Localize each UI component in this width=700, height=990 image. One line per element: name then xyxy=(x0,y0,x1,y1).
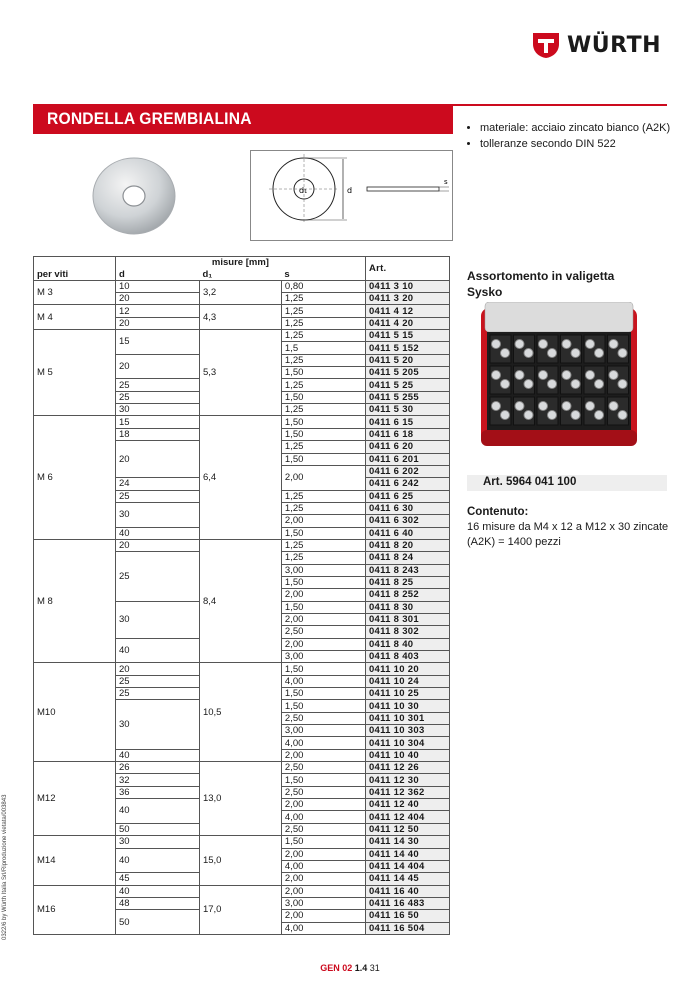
case-washer xyxy=(501,380,510,389)
sysko-case-photo xyxy=(481,302,637,450)
case-washer xyxy=(548,349,557,358)
cell-s: 1,5 xyxy=(281,342,365,354)
cell-art: 0411 8 252 xyxy=(365,589,449,601)
cell-s: 1,25 xyxy=(281,490,365,502)
cell-s: 2,50 xyxy=(281,762,365,774)
drawing-label-d1: d₁ xyxy=(299,186,308,195)
wurth-logo xyxy=(531,28,671,62)
cell-d: 20 xyxy=(115,663,199,675)
cell-art: 0411 16 50 xyxy=(365,910,449,922)
cell-art: 0411 10 303 xyxy=(365,725,449,737)
case-washer xyxy=(571,380,580,389)
cell-d1: 13,0 xyxy=(199,762,281,836)
cell-d: 48 xyxy=(115,897,199,909)
cell-s: 1,25 xyxy=(281,354,365,366)
case-washer xyxy=(595,411,604,420)
cell-art: 0411 8 302 xyxy=(365,626,449,638)
brand-name: WÜRTH xyxy=(567,32,662,58)
cell-d: 24 xyxy=(115,478,199,490)
cell-art: 0411 8 301 xyxy=(365,613,449,625)
cell-art: 0411 4 20 xyxy=(365,317,449,329)
cell-d: 40 xyxy=(115,885,199,897)
cell-s: 4,00 xyxy=(281,675,365,687)
cell-art: 0411 6 302 xyxy=(365,515,449,527)
case-washer xyxy=(562,371,571,380)
cell-s: 2,00 xyxy=(281,515,365,527)
cell-art: 0411 5 25 xyxy=(365,379,449,391)
case-washer xyxy=(571,411,580,420)
cell-d: 20 xyxy=(115,293,199,305)
cell-d: 40 xyxy=(115,638,199,663)
technical-drawing xyxy=(250,150,453,241)
title-bar xyxy=(33,104,453,134)
cell-s: 1,50 xyxy=(281,453,365,465)
case-washer xyxy=(524,411,533,420)
cell-art: 0411 3 10 xyxy=(365,280,449,292)
cell-d: 36 xyxy=(115,786,199,798)
cell-s: 1,25 xyxy=(281,293,365,305)
cell-s: 3,00 xyxy=(281,725,365,737)
table-row xyxy=(34,280,450,292)
cell-d: 15 xyxy=(115,330,199,355)
footer-page-number: 31 xyxy=(369,963,380,973)
cell-s: 1,25 xyxy=(281,552,365,564)
cell-d1: 10,5 xyxy=(199,663,281,762)
cell-d: 10 xyxy=(115,280,199,292)
header-art: Art. xyxy=(365,257,449,281)
cell-s: 3,00 xyxy=(281,897,365,909)
case-washer xyxy=(501,349,510,358)
feature-item: • tolleranze secondo DIN 522 xyxy=(480,137,677,152)
cell-d: 50 xyxy=(115,910,199,935)
cell-art: 0411 6 15 xyxy=(365,416,449,428)
case-washer xyxy=(609,340,618,349)
cell-art: 0411 8 243 xyxy=(365,564,449,576)
cell-s: 3,00 xyxy=(281,651,365,663)
case-washer xyxy=(618,349,627,358)
cell-s: 1,25 xyxy=(281,404,365,416)
cell-art: 0411 10 20 xyxy=(365,663,449,675)
cell-art: 0411 6 25 xyxy=(365,490,449,502)
case-washer xyxy=(492,371,501,380)
cell-art: 0411 14 404 xyxy=(365,860,449,872)
case-washer xyxy=(515,402,524,411)
page-title: RONDELLA GREMBIALINA xyxy=(47,109,252,128)
cell-s: 1,50 xyxy=(281,391,365,403)
cell-art: 0411 12 50 xyxy=(365,823,449,835)
case-washer xyxy=(524,380,533,389)
cell-art: 0411 5 30 xyxy=(365,404,449,416)
cell-s: 2,00 xyxy=(281,613,365,625)
cell-viti: M 8 xyxy=(34,539,116,662)
footer-chapter: 1.4 xyxy=(354,963,368,973)
cell-s: 1,25 xyxy=(281,502,365,514)
case-washer xyxy=(609,371,618,380)
cell-s: 2,00 xyxy=(281,910,365,922)
drawing-label-s: s xyxy=(444,178,448,186)
cell-art: 0411 16 40 xyxy=(365,885,449,897)
cell-d: 40 xyxy=(115,848,199,873)
cell-art: 0411 10 40 xyxy=(365,749,449,761)
case-washer xyxy=(586,402,595,411)
cell-d: 32 xyxy=(115,774,199,786)
cell-d: 20 xyxy=(115,539,199,551)
table-row xyxy=(34,539,450,551)
assortment-title-line1: Assortomento in valigetta xyxy=(467,269,615,283)
case-washer xyxy=(492,340,501,349)
cell-s: 2,50 xyxy=(281,823,365,835)
case-washer xyxy=(595,380,604,389)
case-washer xyxy=(539,340,548,349)
cell-s: 1,50 xyxy=(281,428,365,440)
cell-art: 0411 8 40 xyxy=(365,638,449,650)
contenuto-text: 16 misure da M4 x 12 a M12 x 30 zincate (A2K) = 1400 pezzi xyxy=(467,521,669,548)
cell-s: 2,50 xyxy=(281,786,365,798)
cell-art: 0411 6 18 xyxy=(365,428,449,440)
cell-s: 1,50 xyxy=(281,688,365,700)
cell-s: 2,50 xyxy=(281,626,365,638)
cell-art: 0411 8 403 xyxy=(365,651,449,663)
cell-d1: 6,4 xyxy=(199,416,281,539)
spec-table xyxy=(33,256,450,935)
side-copyright-note: 0322/6 by Würth Italia Srl/Riproduzione vietata/003843 xyxy=(2,794,8,940)
header-per-viti: per viti xyxy=(34,257,116,281)
cell-art: 0411 16 483 xyxy=(365,897,449,909)
cell-d: 45 xyxy=(115,873,199,885)
cell-viti: M 6 xyxy=(34,416,116,539)
cell-d: 25 xyxy=(115,391,199,403)
assortment-article-number: Art. 5964 041 100 xyxy=(483,476,577,488)
contenuto-label: Contenuto: xyxy=(467,506,529,518)
cell-d: 25 xyxy=(115,675,199,687)
cell-s: 3,00 xyxy=(281,564,365,576)
cell-art: 0411 5 152 xyxy=(365,342,449,354)
case-washer xyxy=(618,380,627,389)
cell-d1: 17,0 xyxy=(199,885,281,934)
cell-art: 0411 14 30 xyxy=(365,836,449,848)
cell-art: 0411 10 304 xyxy=(365,737,449,749)
cell-art: 0411 10 25 xyxy=(365,688,449,700)
cell-d: 40 xyxy=(115,799,199,824)
table-row xyxy=(34,885,450,897)
case-washer xyxy=(571,349,580,358)
table-row xyxy=(34,416,450,428)
table-row xyxy=(34,305,450,317)
drawing-label-d: d xyxy=(347,186,353,195)
cell-s: 4,00 xyxy=(281,737,365,749)
assortment-article-bar xyxy=(467,475,667,491)
cell-s: 1,50 xyxy=(281,700,365,712)
cell-s: 0,80 xyxy=(281,280,365,292)
page-footer xyxy=(0,963,700,973)
table-row xyxy=(34,836,450,848)
cell-s: 1,25 xyxy=(281,539,365,551)
case-washer xyxy=(586,371,595,380)
header-s: s xyxy=(281,268,365,280)
cell-art: 0411 10 301 xyxy=(365,712,449,724)
cell-art: 0411 16 504 xyxy=(365,922,449,934)
case-washer xyxy=(515,340,524,349)
header-d1: d₁ xyxy=(199,268,281,280)
cell-art: 0411 6 242 xyxy=(365,478,449,490)
cell-art: 0411 6 202 xyxy=(365,465,449,477)
cell-art: 0411 8 24 xyxy=(365,552,449,564)
cell-viti: M12 xyxy=(34,762,116,836)
cell-s: 1,50 xyxy=(281,663,365,675)
case-washer xyxy=(548,380,557,389)
cell-art: 0411 12 362 xyxy=(365,786,449,798)
cell-s: 1,50 xyxy=(281,601,365,613)
cell-art: 0411 5 255 xyxy=(365,391,449,403)
wurth-emblem-icon xyxy=(531,30,561,60)
cell-s: 1,50 xyxy=(281,774,365,786)
cell-s: 4,00 xyxy=(281,860,365,872)
case-washer xyxy=(562,402,571,411)
cell-art: 0411 10 24 xyxy=(365,675,449,687)
cell-s: 1,50 xyxy=(281,836,365,848)
cell-s: 1,25 xyxy=(281,441,365,453)
cell-d: 30 xyxy=(115,836,199,848)
cell-s: 1,25 xyxy=(281,330,365,342)
cell-s: 1,25 xyxy=(281,317,365,329)
case-washer xyxy=(524,349,533,358)
cell-s: 1,50 xyxy=(281,527,365,539)
cell-s: 2,00 xyxy=(281,465,365,490)
cell-s: 1,50 xyxy=(281,416,365,428)
case-washer xyxy=(586,340,595,349)
cell-d: 26 xyxy=(115,762,199,774)
cell-d: 30 xyxy=(115,700,199,749)
cell-s: 2,00 xyxy=(281,848,365,860)
cell-d1: 8,4 xyxy=(199,539,281,662)
cell-art: 0411 12 30 xyxy=(365,774,449,786)
cell-viti: M14 xyxy=(34,836,116,885)
cell-d: 30 xyxy=(115,404,199,416)
cell-d: 50 xyxy=(115,823,199,835)
cell-viti: M 4 xyxy=(34,305,116,330)
cell-s: 2,00 xyxy=(281,873,365,885)
cell-d1: 15,0 xyxy=(199,836,281,885)
cell-d: 20 xyxy=(115,317,199,329)
cell-s: 1,25 xyxy=(281,379,365,391)
cell-viti: M 3 xyxy=(34,280,116,305)
cell-viti: M10 xyxy=(34,663,116,762)
cell-art: 0411 6 20 xyxy=(365,441,449,453)
cell-d: 20 xyxy=(115,354,199,379)
cell-art: 0411 14 40 xyxy=(365,848,449,860)
cell-s: 4,00 xyxy=(281,922,365,934)
cell-art: 0411 5 20 xyxy=(365,354,449,366)
cell-s: 1,50 xyxy=(281,367,365,379)
cell-art: 0411 12 26 xyxy=(365,762,449,774)
case-washer xyxy=(515,371,524,380)
case-washer xyxy=(548,411,557,420)
cell-s: 1,25 xyxy=(281,305,365,317)
feature-item: • materiale: acciaio zincato bianco (A2K) xyxy=(480,121,677,136)
cell-s: 2,50 xyxy=(281,712,365,724)
cell-d: 25 xyxy=(115,379,199,391)
footer-section: GEN 02 xyxy=(320,963,353,973)
assortment-title-line2: Sysko xyxy=(467,285,503,299)
feature-list xyxy=(467,121,677,153)
cell-d1: 4,3 xyxy=(199,305,281,330)
cell-art: 0411 8 25 xyxy=(365,576,449,588)
cell-art: 0411 8 30 xyxy=(365,601,449,613)
assortment-contents xyxy=(467,505,677,550)
cell-s: 2,00 xyxy=(281,885,365,897)
case-washer xyxy=(539,371,548,380)
cell-s: 2,00 xyxy=(281,799,365,811)
cell-art: 0411 4 12 xyxy=(365,305,449,317)
cell-s: 2,00 xyxy=(281,638,365,650)
case-washer xyxy=(618,411,627,420)
case-washer xyxy=(492,402,501,411)
cell-s: 2,00 xyxy=(281,749,365,761)
case-washer xyxy=(595,349,604,358)
cell-d: 25 xyxy=(115,552,199,601)
cell-art: 0411 5 205 xyxy=(365,367,449,379)
header-d: d xyxy=(115,268,199,280)
case-washer xyxy=(609,402,618,411)
header-misure: misure [mm] xyxy=(115,257,365,269)
cell-art: 0411 5 15 xyxy=(365,330,449,342)
cell-art: 0411 12 40 xyxy=(365,799,449,811)
cell-d: 30 xyxy=(115,601,199,638)
cell-d1: 5,3 xyxy=(199,330,281,416)
cell-d: 40 xyxy=(115,749,199,761)
table-row xyxy=(34,330,450,342)
table-row xyxy=(34,663,450,675)
cell-d1: 3,2 xyxy=(199,280,281,305)
cell-art: 0411 14 45 xyxy=(365,873,449,885)
cell-art: 0411 10 30 xyxy=(365,700,449,712)
cell-d: 20 xyxy=(115,441,199,478)
cell-d: 25 xyxy=(115,688,199,700)
cell-art: 0411 6 30 xyxy=(365,502,449,514)
case-washer xyxy=(539,402,548,411)
cell-d: 30 xyxy=(115,502,199,527)
case-washer xyxy=(501,411,510,420)
cell-d: 40 xyxy=(115,527,199,539)
cell-s: 2,00 xyxy=(281,589,365,601)
cell-s: 1,50 xyxy=(281,576,365,588)
cell-d: 25 xyxy=(115,490,199,502)
cell-s: 4,00 xyxy=(281,811,365,823)
cell-art: 0411 6 201 xyxy=(365,453,449,465)
washer-photo xyxy=(91,153,177,239)
cell-viti: M 5 xyxy=(34,330,116,416)
cell-viti: M16 xyxy=(34,885,116,934)
cell-d: 18 xyxy=(115,428,199,440)
cell-art: 0411 6 40 xyxy=(365,527,449,539)
cell-art: 0411 3 20 xyxy=(365,293,449,305)
cell-d: 12 xyxy=(115,305,199,317)
case-washer xyxy=(562,340,571,349)
title-rule xyxy=(453,104,667,106)
assortment-title xyxy=(467,268,614,300)
table-header-row xyxy=(34,257,450,269)
cell-d: 15 xyxy=(115,416,199,428)
cell-art: 0411 8 20 xyxy=(365,539,449,551)
cell-art: 0411 12 404 xyxy=(365,811,449,823)
table-row xyxy=(34,762,450,774)
